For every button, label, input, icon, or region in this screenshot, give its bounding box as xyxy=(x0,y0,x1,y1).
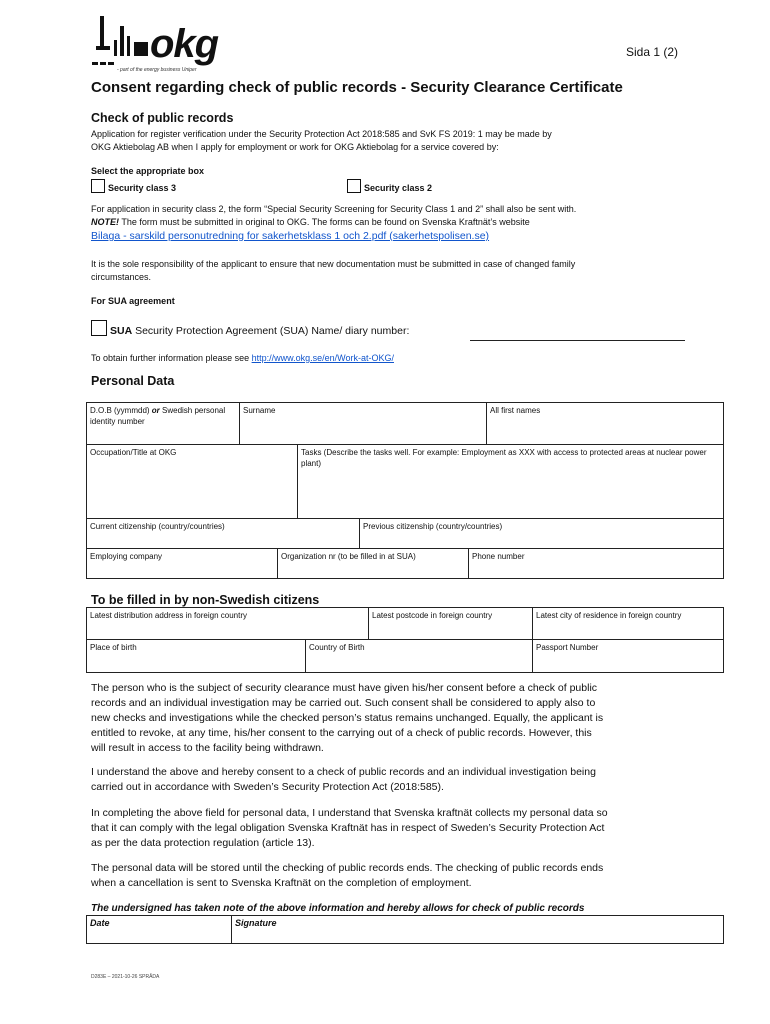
checkbox-sua[interactable] xyxy=(91,320,107,336)
bilaga-link[interactable]: Bilaga - sarskild personutredning for sakerhetsklass 1 och 2.pdf (sakerhetspolisen.se) xyxy=(91,230,490,242)
country-of-birth-cell[interactable]: Country of Birth xyxy=(306,640,533,673)
check-heading: Check of public records xyxy=(91,111,234,125)
date-cell[interactable]: Date xyxy=(87,916,232,944)
consent-paragraph-1: The person who is the subject of security clearance must have given his/her consent before a check of public records and an individual investigation may be carried out. Such consent shall be considered to apply also to new checks and investigations while the checked person’s status remains unchanged. Equally, the applicant is entitled to revoke, at any time, his/her consent to the carrying out of a check of public records. However, this will result in access to the facility being withdrawn. xyxy=(91,682,604,754)
document-title: Consent regarding check of public records - Security Clearance Certificate xyxy=(91,79,623,96)
non-swedish-table-2 xyxy=(86,639,724,673)
consent-paragraph-4: The personal data will be stored until the checking of public records ends. The checking of public records ends when a cancellation is sent to Svenska Kraftnät on the completion of employment. xyxy=(91,862,604,889)
checkbox-class-2[interactable] xyxy=(347,179,361,193)
signature-cell[interactable]: Signature xyxy=(232,916,724,944)
personal-data-table-4 xyxy=(86,548,724,579)
surname-cell[interactable]: Surname xyxy=(240,403,487,445)
undersigned-text: The undersigned has taken note of the above information and hereby allows for check of public records xyxy=(91,903,585,914)
passport-cell[interactable]: Passport Number xyxy=(533,640,724,673)
responsibility-text: It is the sole responsibility of the applicant to ensure that new documentation must be submitted in case of changed family circumstances. xyxy=(91,259,576,282)
logo-text: okg xyxy=(150,22,219,66)
consent-paragraph-3: In completing the above field for personal data, I understand that Svenska kraftnät collects my personal data so that it can comply with the legal obligation Svenska Kraftnät has in respect of Sweden’s Security Protection Act as per the data protection regulation (article 13). xyxy=(91,807,608,849)
first-names-cell[interactable]: All first names xyxy=(487,403,724,445)
address-cell[interactable]: Latest distribution address in foreign country xyxy=(87,608,369,640)
org-nr-cell[interactable]: Organization nr (to be filled in at SUA) xyxy=(278,549,469,579)
dob-cell[interactable]: D.O.B (yymmdd) or Swedish personal identity number xyxy=(87,403,240,445)
non-swedish-table-1 xyxy=(86,607,724,640)
consent-paragraph-2: I understand the above and hereby consent to a check of public records and an individual investigation being carried out in accordance with Sweden’s Security Protection Act (2018:585). xyxy=(91,766,596,793)
further-info: To obtain further information please see http://www.okg.se/en/Work-at-OKG/ xyxy=(91,353,394,363)
logo-tagline: - part of the energy business Uniper xyxy=(117,67,197,73)
current-citizenship-cell[interactable]: Current citizenship (country/countries) xyxy=(87,519,360,549)
option-class-3[interactable]: Security class 3 xyxy=(91,179,176,195)
footer-code: D283E – 2021-10-26 SPRÅDA xyxy=(91,974,160,980)
okg-work-link[interactable]: http://www.okg.se/en/Work-at-OKG/ xyxy=(251,353,394,363)
postcode-cell[interactable]: Latest postcode in foreign country xyxy=(369,608,533,640)
personal-data-table-2 xyxy=(86,444,724,519)
employing-company-cell[interactable]: Employing company xyxy=(87,549,278,579)
personal-data-table-1 xyxy=(86,402,724,445)
sua-heading: For SUA agreement xyxy=(91,296,175,306)
personal-data-heading: Personal Data xyxy=(91,374,175,388)
class2-info: For application in security class 2, the form “Special Security Screening for Security Class 1 and 2” shall also be sent with. NOTE! The form must be submitted in original to OKG. The forms can be found on Svenska Kraftnät’s website xyxy=(91,204,577,227)
page-number: Sida 1 (2) xyxy=(625,45,678,59)
signature-table xyxy=(86,915,724,944)
sua-diary-number-field[interactable] xyxy=(470,326,685,341)
phone-cell[interactable]: Phone number xyxy=(469,549,724,579)
city-cell[interactable]: Latest city of residence in foreign country xyxy=(533,608,724,640)
non-swedish-heading: To be filled in by non-Swedish citizens xyxy=(91,593,320,607)
previous-citizenship-cell[interactable]: Previous citizenship (country/countries) xyxy=(360,519,724,549)
checkbox-class-3[interactable] xyxy=(91,179,105,193)
option-class-2[interactable]: Security class 2 xyxy=(347,179,432,195)
personal-data-table-3 xyxy=(86,518,724,549)
select-label: Select the appropriate box xyxy=(91,166,205,176)
intro-text: Application for register verification under the Security Protection Act 2018:585 and SvK FS 2019: 1 may be made by OKG Aktiebolag AB when I apply for employment or work for OKG Aktiebolag for a service covered by: xyxy=(91,129,552,152)
tasks-cell[interactable]: Tasks (Describe the tasks well. For example: Employment as XXX with access to protected areas at nuclear power plant) xyxy=(298,445,724,519)
occupation-cell[interactable]: Occupation/Title at OKG xyxy=(87,445,298,519)
sua-row: SUA Security Protection Agreement (SUA) Name/ diary number: xyxy=(91,320,409,339)
place-of-birth-cell[interactable]: Place of birth xyxy=(87,640,306,673)
